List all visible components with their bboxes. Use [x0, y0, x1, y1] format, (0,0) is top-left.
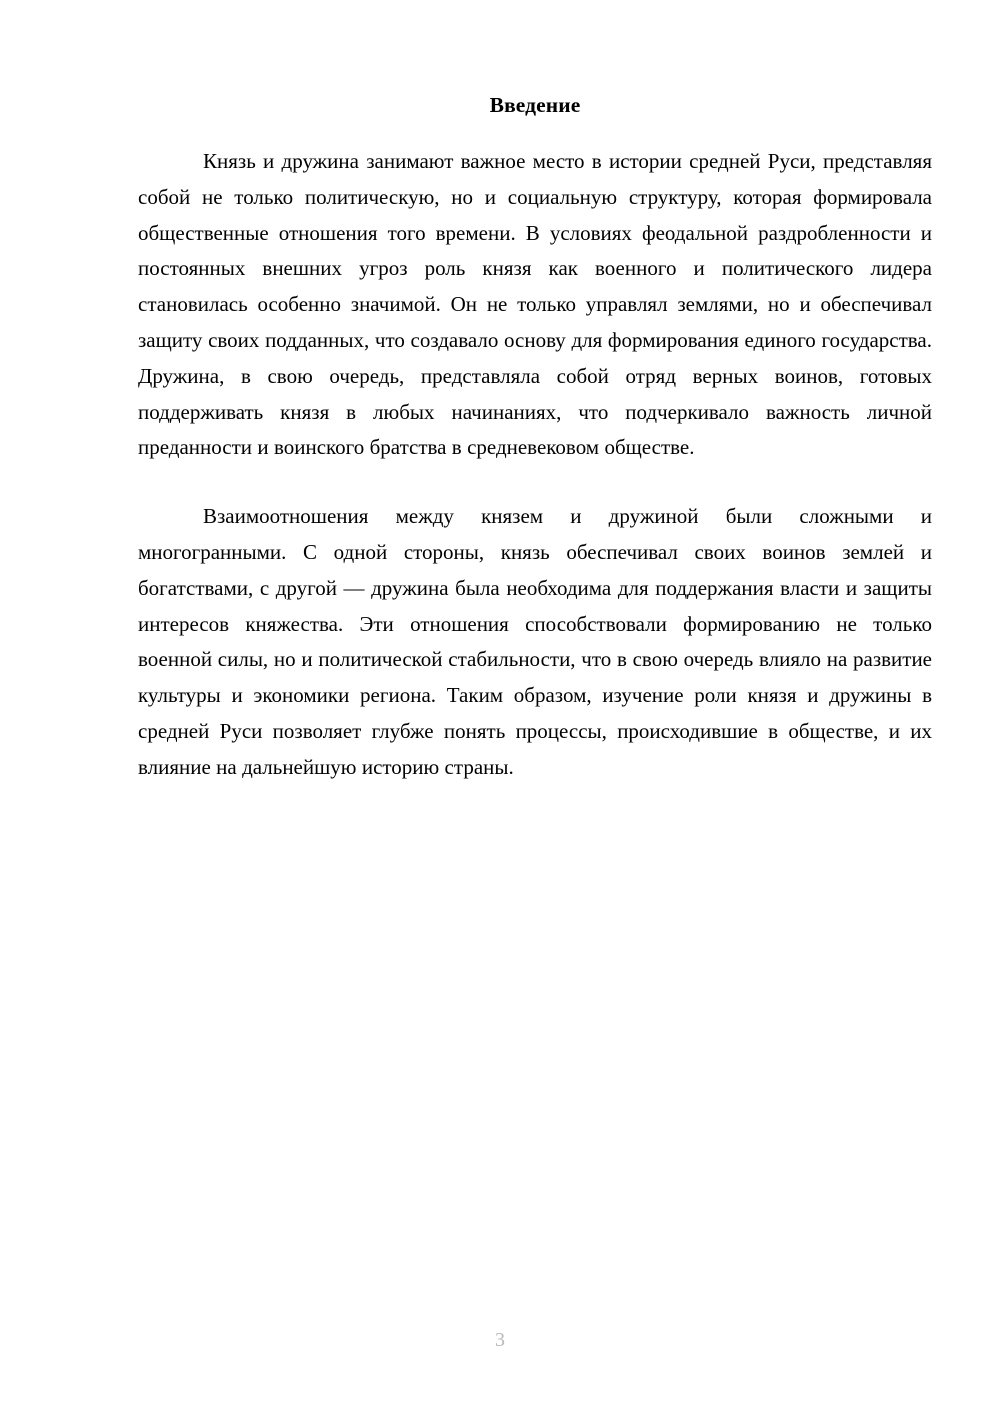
body-paragraph-2: Взаимоотношения между князем и дружиной были сложными и многогранными. С одной стороны, князь обеспечивал своих воинов землей и богатствами, с другой — дружина была необходима для поддержания власти и защиты интересов княжества. Эти отношения способствовали формированию не только военной силы, но и политической стабильности, что в свою очередь влияло на развитие культуры и экономики региона. Таким образом, изучение роли князя и дружины в средней Руси позволяет глубже понять процессы, происходившие в обществе, и их влияние на дальнейшую историю страны. — [138, 504, 932, 779]
document-content — [138, 88, 932, 786]
page-title: Введение — [489, 93, 581, 117]
body-paragraph-1: Князь и дружина занимают важное место в истории средней Руси, представляя собой не только политическую, но и социальную структуру, которая формировала общественные отношения того времени. В условиях феодальной раздробленности и постоянных внешних угроз роль князя как военного и политического лидера становилась особенно значимой. Он не только управлял землями, но и обеспечивал защиту своих подданных, что создавало основу для формирования единого государства. Дружина, в свою очередь, представляла собой отряд верных воинов, готовых поддерживать князя в любых начинаниях, что подчеркивало важность личной преданности и воинского братства в средневековом обществе. — [138, 149, 932, 460]
page-number: 3 — [495, 1329, 505, 1351]
